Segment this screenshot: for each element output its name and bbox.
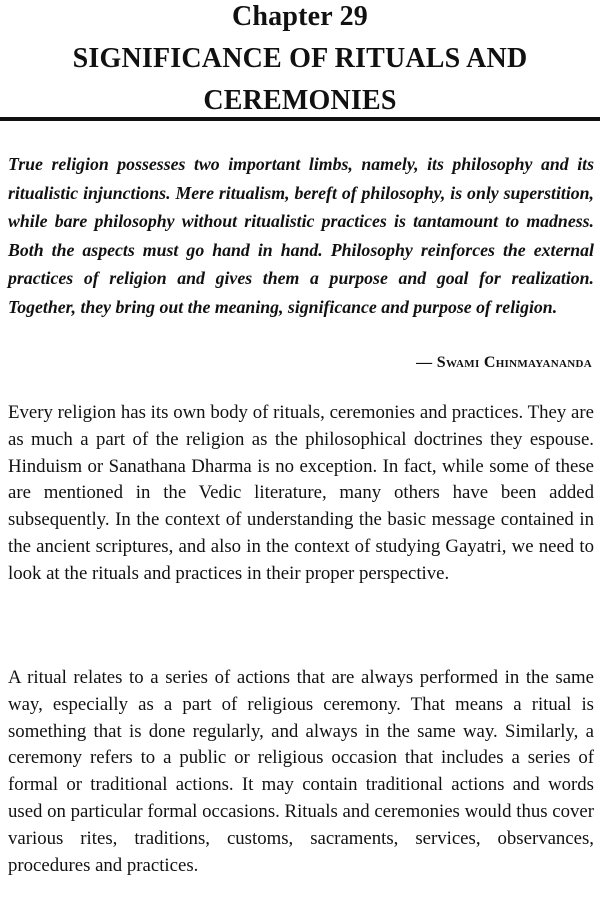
attribution-name: Swami Chinmayananda <box>436 354 592 371</box>
title-divider <box>0 117 600 121</box>
epigraph-attribution <box>416 353 592 373</box>
chapter-number: Chapter 29 <box>231 1 369 32</box>
body-paragraph: Every religion has its own body of rituals, ceremonies and practices. They are as much a part of the religion as the philosophical doctrines they espouse. Hinduism or Sanathana Dharma is no exception. In fact, while some of these are mentioned in the Vedic literature, many others have been added subsequently. In the context of understanding the basic message contained in the ancient scriptures, and also in the context of studying Gayatri, we need to look at the rituals and practices in their proper perspective. <box>8 402 594 584</box>
body-paragraph: A ritual relates to a series of actions that are always performed in the same way, especially as a part of religious ceremony. That means a ritual is something that is done regularly, and always in the same way. Similarly, a ceremony refers to a public or religious occasion that includes a series of formal or traditional actions. It may contain traditional actions and words used on particular formal occasions. Rituals and ceremonies would thus cover various rites, traditions, customs, sacraments, services, observances, procedures and practices. <box>8 667 594 876</box>
epigraph-quote: True religion possesses two important limbs, namely, its philosophy and its ritualistic injunctions. Mere ritualism, bereft of philosophy, is only superstition, while bare philosophy without ritualistic practices is tantamount to madness. Both the aspects must go hand in hand. Philosophy reinforces the external practices of religion and gives them a purpose and goal for realization. Together, they bring out the meaning, significance and purpose of religion. <box>8 154 594 317</box>
attribution-dash: — <box>416 354 433 371</box>
chapter-title: SIGNIFICANCE OF RITUALS AND CEREMONIES <box>72 43 528 116</box>
